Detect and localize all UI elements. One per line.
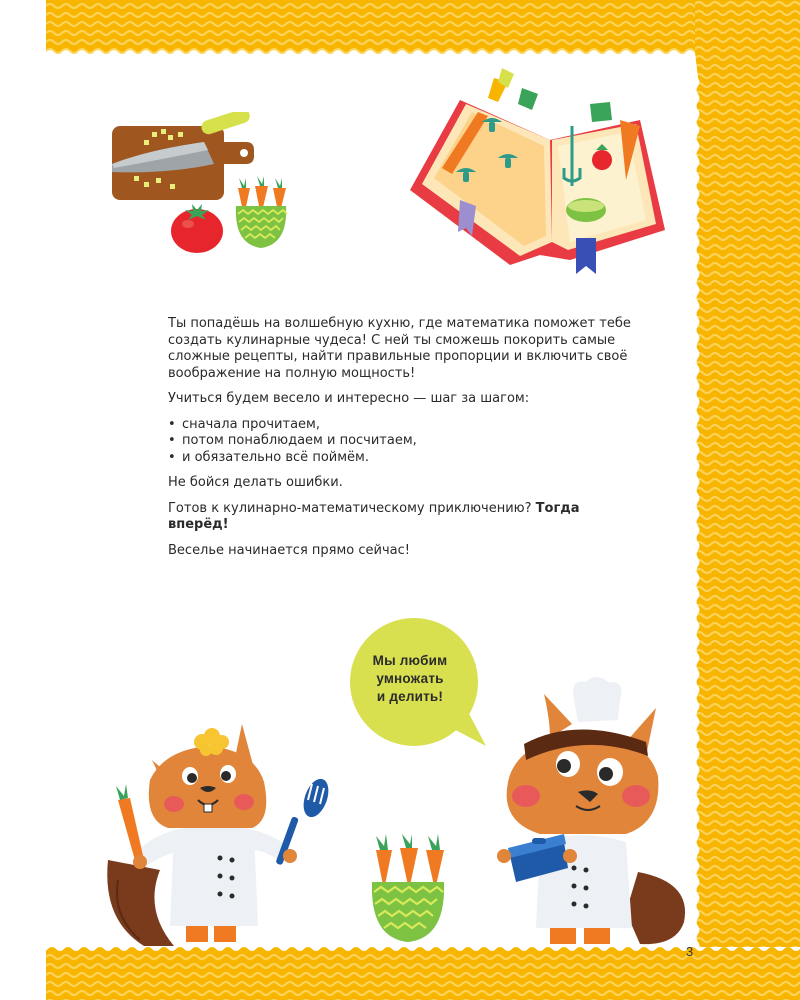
ready-cta: Тогда вперёд! — [168, 500, 580, 532]
carrot-pot-icon — [230, 176, 292, 254]
tomato-icon — [168, 198, 226, 256]
fun-paragraph: Веселье начинается прямо сейчас! — [168, 542, 410, 558]
list-item: • потом понаблюдаем и посчитаем, — [168, 433, 638, 450]
list-item: • и обязательно всё поймём. — [168, 450, 638, 467]
list-item: • сначала прочитаем, — [168, 417, 638, 434]
wavy-frame-top — [46, 0, 800, 55]
intro-text-block — [168, 316, 638, 568]
intro-paragraph: Ты попадёшь на волшебную кухню, где математика поможет тебе создать кулинарные чудеса! С ней ты сможешь покорить самые сложные рецепты, найти правильные пропорции и включить своё воображение на полную мощность! — [168, 316, 631, 381]
speech-bubble-text — [362, 652, 458, 706]
squirrel-chef-right-illustration — [486, 672, 692, 947]
ready-question: Готов к кулинарно-математическому приключению? — [168, 500, 532, 516]
bubble-line: Мы любим — [372, 653, 448, 668]
ready-paragraph — [168, 501, 638, 534]
bubble-line: умножать — [376, 671, 444, 686]
recipe-book-icon — [400, 60, 670, 290]
wavy-frame-right — [695, 0, 800, 1000]
bubble-line: и делить! — [376, 689, 444, 704]
page-number: 3 — [686, 944, 694, 959]
mistakes-paragraph: Не бойся делать ошибки. — [168, 475, 343, 490]
squirrel-chef-left-illustration — [104, 720, 334, 950]
learn-heading: Учиться будем весело и интересно — шаг за шагом: — [168, 391, 530, 406]
steps-list — [168, 417, 638, 467]
carrot-pot-icon — [366, 834, 450, 946]
